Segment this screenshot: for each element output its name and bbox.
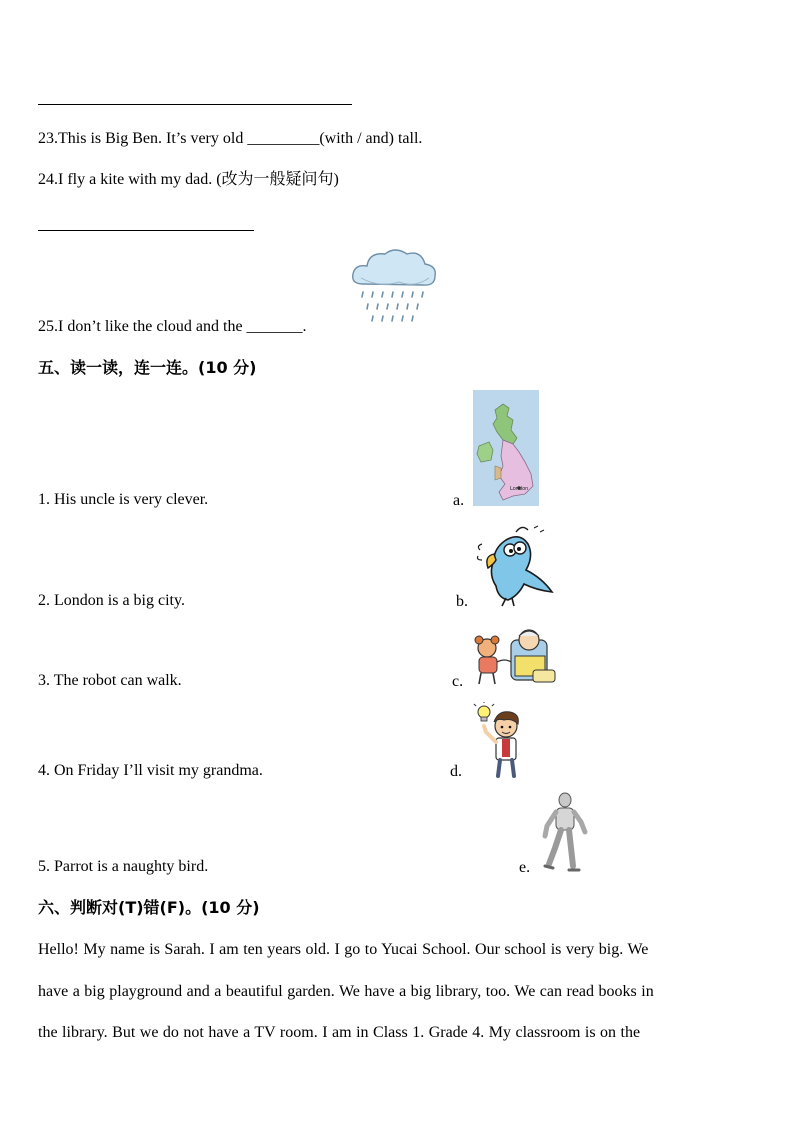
match-sentence-3: 3. The robot can walk. (38, 672, 182, 689)
grandma-with-child-icon (471, 626, 557, 688)
rain-cloud-icon (349, 248, 439, 330)
match-letter-b: b. (456, 593, 468, 610)
match-sentence-1: 1. His uncle is very clever. (38, 491, 209, 508)
match-letter-d: d. (450, 763, 462, 780)
match-sentence-4: 4. On Friday I’ll visit my grandma. (38, 762, 263, 779)
match-sentence-2: 2. London is a big city. (38, 592, 185, 609)
match-letter-c: c. (452, 673, 464, 690)
question-25: 25.I don’t like the cloud and the _______. (38, 318, 307, 335)
section-6-heading: 六、判断对(T)错(F)。(10 分) (38, 898, 260, 917)
walking-robot-icon (541, 792, 589, 874)
clever-boy-lightbulb-icon (472, 702, 530, 780)
match-letter-a: a. (453, 492, 465, 509)
reading-paragraph-line-2: have a big playground and a beautiful garden. We have a big library, too. We can read books in (38, 983, 654, 1000)
section-5-heading: 五、读一读，连一连。(10 分) (38, 358, 257, 377)
parrot-icon (472, 520, 554, 608)
reading-paragraph-line-3: the library. But we do not have a TV room. I am in Class 1. Grade 4. My classroom is on the (38, 1024, 641, 1041)
uk-map-icon (473, 390, 539, 506)
match-sentence-5: 5. Parrot is a naughty bird. (38, 858, 209, 875)
question-23: 23.This is Big Ben. It’s very old _________(with / and) tall. (38, 130, 423, 147)
reading-paragraph-line-1: Hello! My name is Sarah. I am ten years old. I go to Yucai School. Our school is very big. We (38, 941, 649, 958)
answer-line-q22[interactable] (38, 104, 352, 105)
london-map-label: London (510, 486, 529, 492)
question-24: 24.I fly a kite with my dad. (改为一般疑问句) (38, 171, 339, 188)
answer-line-q24[interactable] (38, 230, 254, 231)
match-letter-e: e. (519, 859, 531, 876)
